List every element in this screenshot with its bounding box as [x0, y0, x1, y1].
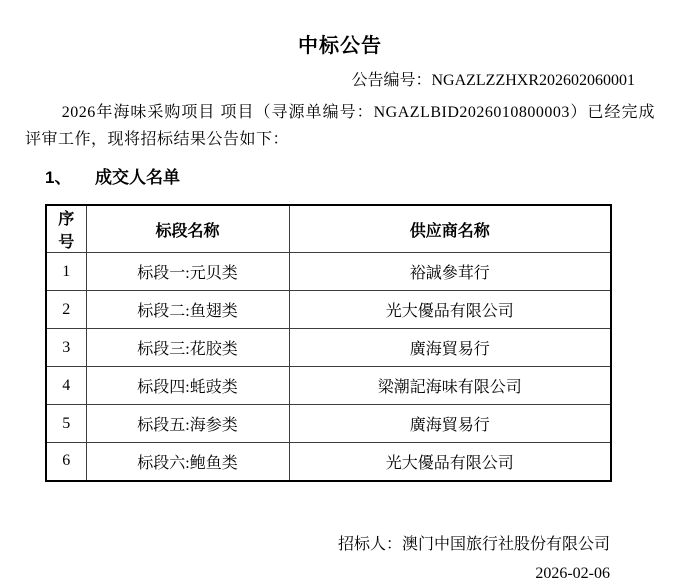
footer: [25, 535, 655, 581]
table-header-row: [46, 205, 611, 253]
cell-lot-name: 标段六:鲍鱼类: [86, 443, 289, 481]
table-row: [46, 367, 611, 405]
cell-supplier-name: 裕誠參茸行: [289, 253, 611, 291]
table-row: [46, 405, 611, 443]
cell-supplier-name: 廣海貿易行: [289, 329, 611, 367]
cell-index: 4: [46, 367, 86, 405]
date-line: 2026-02-06: [535, 564, 610, 581]
cell-supplier-name: 光大優品有限公司: [289, 291, 611, 329]
cell-index: 1: [46, 253, 86, 291]
announcement-number-value: NGAZLZZHXR202602060001: [431, 72, 635, 89]
cell-index: 3: [46, 329, 86, 367]
col-header-supplier-name: 供应商名称: [289, 205, 611, 253]
cell-supplier-name: 梁潮記海味有限公司: [289, 367, 611, 405]
cell-lot-name: 标段五:海参类: [86, 405, 289, 443]
bidder-name: 澳门中国旅行社股份有限公司: [401, 535, 610, 553]
bidder-line: [25, 535, 610, 555]
table-row: [46, 329, 611, 367]
cell-index: 6: [46, 443, 86, 481]
section-number: 1、: [45, 168, 72, 187]
section-title: 成交人名单: [95, 168, 180, 187]
document-content: [0, 34, 680, 581]
table-row: [46, 291, 611, 329]
cell-lot-name: 标段四:蚝豉类: [86, 367, 289, 405]
cell-lot-name: 标段二:鱼翅类: [86, 291, 289, 329]
bidder-label: 招标人：: [337, 535, 402, 553]
cell-supplier-name: 廣海貿易行: [289, 405, 611, 443]
table-row: [46, 443, 611, 481]
announcement-number-label: 公告编号：: [351, 72, 432, 89]
col-header-lot-name: 标段名称: [86, 205, 289, 253]
cell-index: 5: [46, 405, 86, 443]
col-header-index: 序号: [46, 205, 86, 253]
section-heading: [45, 168, 655, 188]
table-row: [46, 253, 611, 291]
cell-lot-name: 标段一:元贝类: [86, 253, 289, 291]
cell-lot-name: 标段三:花胶类: [86, 329, 289, 367]
cell-index: 2: [46, 291, 86, 329]
award-table: [45, 204, 612, 482]
cell-supplier-name: 光大優品有限公司: [289, 443, 611, 481]
body-paragraph: 2026年海味采购项目 项目（寻源单编号：NGAZLBID2026010800003）已经完成评审工作，现将招标结果公告如下：: [25, 104, 655, 148]
announcement-number-line: [25, 71, 655, 91]
page-title: 中标公告: [298, 35, 382, 57]
